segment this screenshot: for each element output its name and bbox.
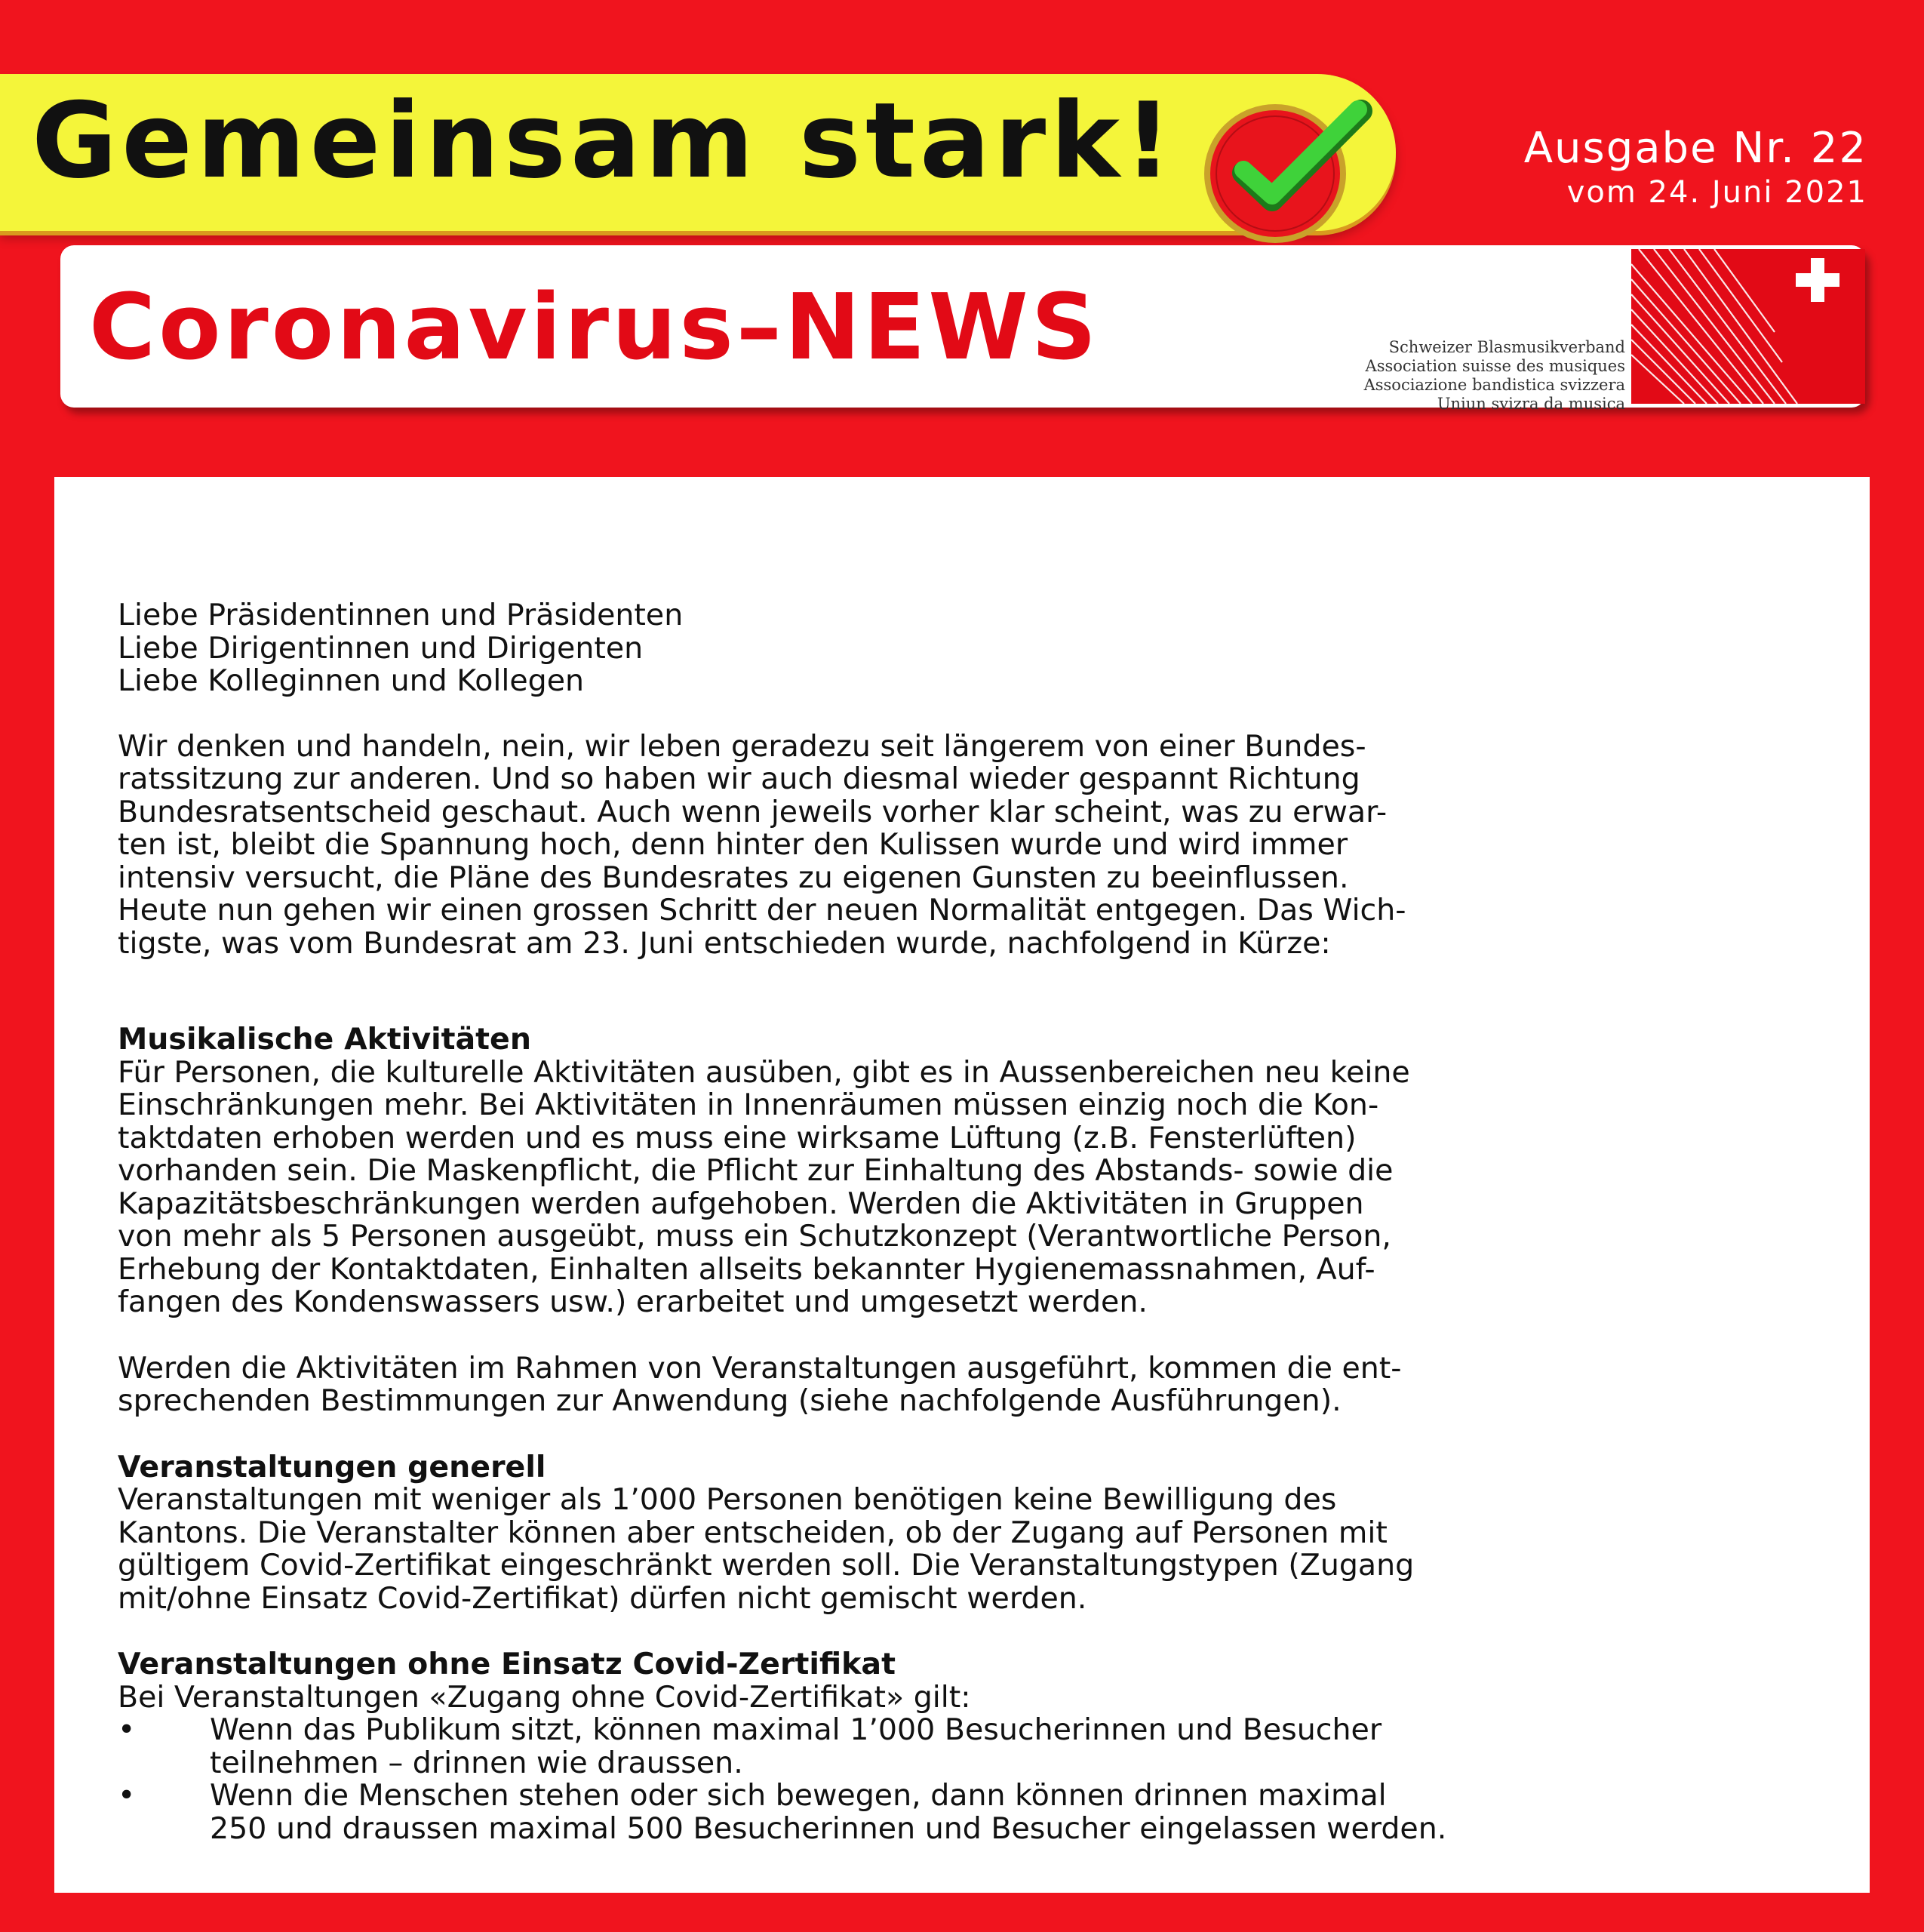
article-body <box>118 599 1808 1845</box>
greeting-line: Liebe Präsidentinnen und Präsidenten <box>118 598 684 632</box>
text-line: Wir denken und handeln, nein, wir leben geradezu seit längerem von einer Bundes- <box>118 728 1366 764</box>
list-item <box>118 1714 1808 1780</box>
intro-paragraph <box>118 728 1808 961</box>
text-line: Werden die Aktivitäten im Rahmen von Veranstaltungen ausgeführt, kommen die ent- <box>118 1350 1402 1386</box>
text-line: Wenn das Publikum sitzt, können maximal 1’000 Besucherinnen und Besucher <box>210 1712 1382 1747</box>
text-line: intensiv versucht, die Pläne des Bundesrates zu eigenen Gunsten zu beeinflussen. <box>118 860 1349 895</box>
issue-date: vom 24. Juni 2021 <box>1566 174 1867 210</box>
text-line: Einschränkungen mehr. Bei Aktivitäten in Innenräumen müssen einzig noch die Kon- <box>118 1088 1379 1122</box>
text-line: gültigem Covid-Zertifikat eingeschränkt werden soll. Die Veranstaltungstypen (Zugang <box>118 1548 1415 1583</box>
section-intro: Bei Veranstaltungen «Zugang ohne Covid-Zertifikat» gilt: <box>118 1679 971 1715</box>
section-paragraph <box>118 1054 1808 1319</box>
checkmark-icon <box>1200 94 1381 245</box>
section-heading: Musikalische Aktivitäten <box>118 1022 531 1057</box>
text-line: fangen des Kondenswassers usw.) erarbeitet und umgesetzt werden. <box>118 1284 1148 1319</box>
text-line: Erhebung der Kontaktdaten, Einhalten allseits bekannter Hygienemassnahmen, Auf- <box>118 1251 1375 1287</box>
text-line: Wenn die Menschen stehen oder sich bewegen, dann können drinnen maximal <box>210 1778 1387 1813</box>
text-line: ratssitzung zur anderen. Und so haben wir auch diesmal wieder gespannt Richtung <box>118 761 1360 796</box>
swiss-cross-icon <box>1631 249 1865 404</box>
text-line: Kantons. Die Veranstalter können aber entscheiden, ob der Zugang auf Personen mit <box>118 1515 1388 1550</box>
text-line: Kapazitätsbeschränkungen werden aufgehoben. Werden die Aktivitäten in Gruppen <box>118 1186 1364 1221</box>
text-line: tigste, was vom Bundesrat am 23. Juni entschieden wurde, nachfolgend in Kürze: <box>118 925 1331 961</box>
text-line: teilnehmen – drinnen wie draussen. <box>210 1745 743 1780</box>
association-name-rm: Uniun svizra da musica <box>1437 395 1625 413</box>
association-name-de: Schweizer Blasmusikverband <box>1388 338 1625 356</box>
text-line: Für Personen, die kulturelle Aktivitäten ausüben, gibt es in Aussenbereichen neu keine <box>118 1054 1410 1090</box>
issue-info <box>1523 124 1867 211</box>
text-line: vorhanden sein. Die Maskenpflicht, die Pflicht zur Einhaltung des Abstands- sowie die <box>118 1153 1394 1188</box>
association-name-fr: Association suisse des musiques <box>1365 357 1625 375</box>
text-line: 250 und draussen maximal 500 Besucherinnen und Besucher eingelassen werden. <box>210 1810 1447 1846</box>
greeting-line: Liebe Kolleginnen und Kollegen <box>118 663 585 698</box>
text-line: taktdaten erhoben werden und es muss eine wirksame Lüftung (z.B. Fensterlüften) <box>118 1120 1357 1155</box>
slogan-heading: Gemeinsam stark! <box>32 80 1176 202</box>
section-heading: Veranstaltungen ohne Einsatz Covid-Zertifikat <box>118 1647 896 1681</box>
text-line: mit/ohne Einsatz Covid-Zertifikat) dürfen nicht gemischt werden. <box>118 1580 1087 1616</box>
text-line: sprechenden Bestimmungen zur Anwendung (siehe nachfolgende Ausführungen). <box>118 1383 1342 1418</box>
text-line: von mehr als 5 Personen ausgeübt, muss ein Schutzkonzept (Verantwortliche Person, <box>118 1219 1391 1254</box>
bullet-icon: • <box>118 1778 136 1813</box>
section-paragraph <box>118 1484 1808 1615</box>
text-line: Veranstaltungen mit weniger als 1’000 Personen benötigen keine Bewilligung des <box>118 1482 1337 1517</box>
bullet-icon: • <box>118 1712 136 1747</box>
association-names <box>1364 338 1625 414</box>
content-panel <box>54 477 1870 1893</box>
bullet-list <box>118 1714 1808 1845</box>
association-name-it: Associazione bandistica svizzera <box>1363 376 1625 394</box>
header-card <box>60 245 1865 413</box>
greeting-line: Liebe Dirigentinnen und Dirigenten <box>118 630 644 666</box>
text-line: Heute nun gehen wir einen grossen Schritt der neuen Normalität entgegen. Das Wich- <box>118 893 1406 928</box>
text-line: ten ist, bleibt die Spannung hoch, denn hinter den Kulissen wurde und wird immer <box>118 827 1348 862</box>
section-paragraph <box>118 1352 1808 1418</box>
section-heading: Veranstaltungen generell <box>118 1449 546 1484</box>
newsletter-title: Coronavirus–NEWS <box>89 275 1100 380</box>
list-item <box>118 1780 1808 1845</box>
text-line: Bundesratsentscheid geschaut. Auch wenn jeweils vorher klar scheint, was zu erwar- <box>118 794 1388 829</box>
issue-number: Ausgabe Nr. 22 <box>1523 124 1867 173</box>
